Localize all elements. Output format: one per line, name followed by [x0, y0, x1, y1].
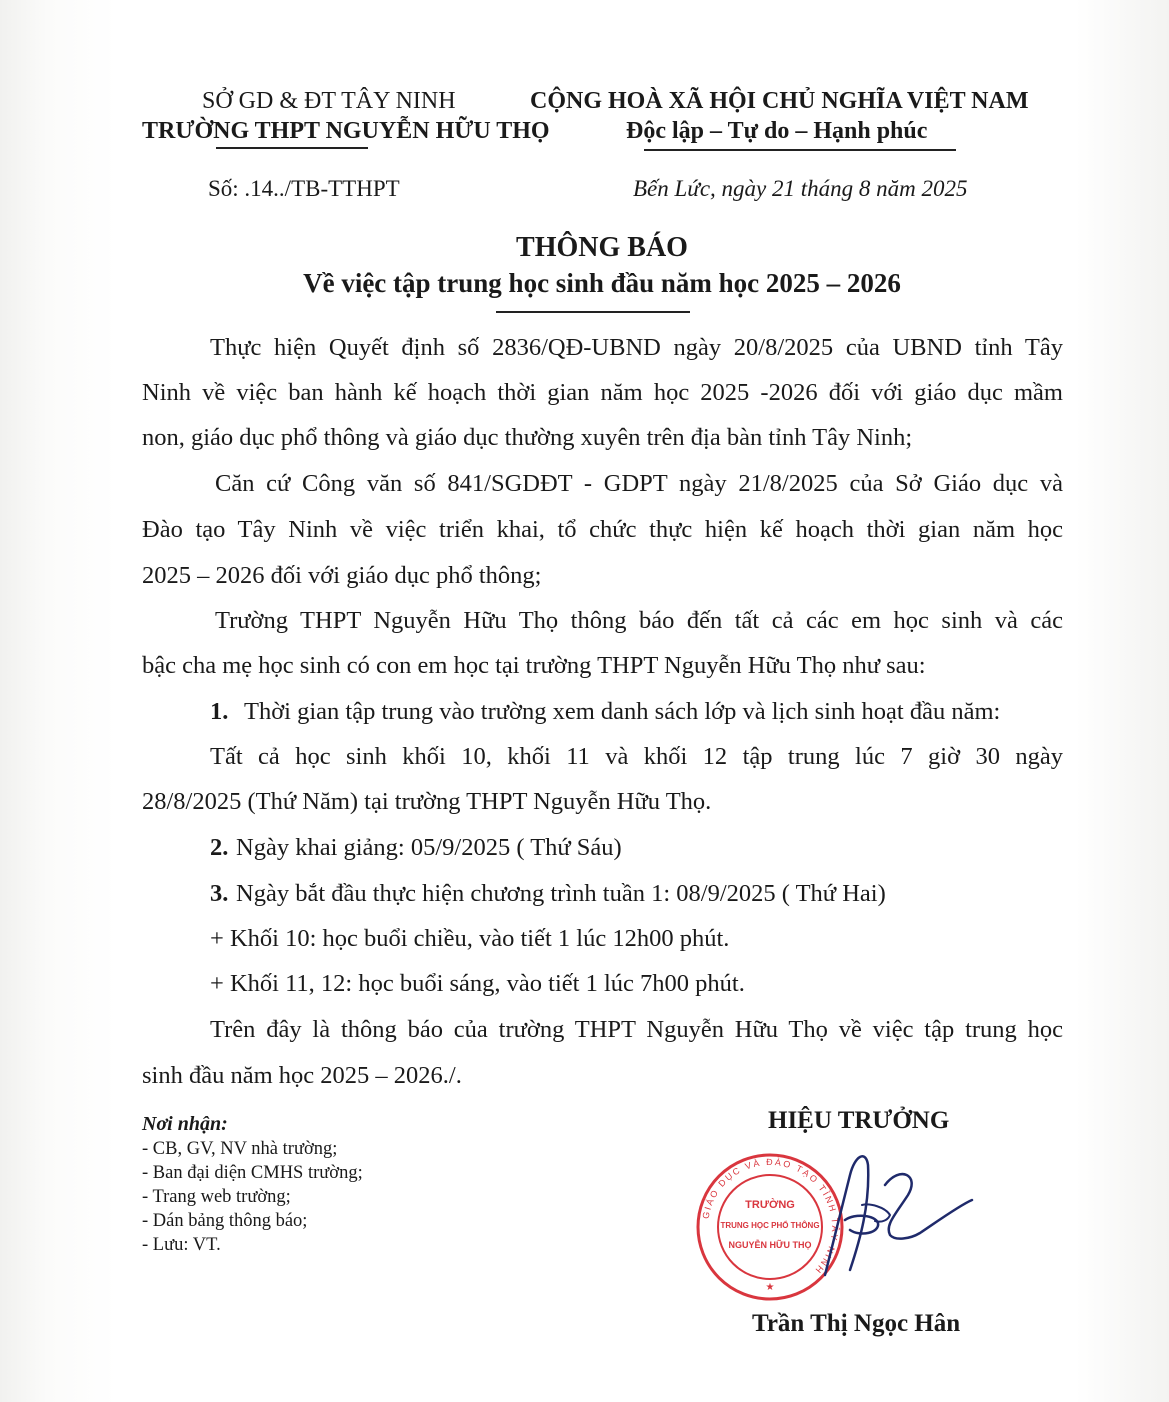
school-name: TRƯỜNG THPT NGUYỄN HỮU THỌ — [142, 118, 550, 144]
item-3-text: Ngày bắt đầu thực hiện chương trình tuần 1: 08/9/2025 ( Thứ Hai) — [236, 880, 886, 907]
item-1-number: 1. — [210, 698, 229, 725]
paragraph-3-line-1: Trường THPT Nguyễn Hữu Thọ thông báo đến tất cả các em học sinh và các — [215, 607, 1063, 634]
stamp-line-3: NGUYỄN HỮU THỌ — [728, 1240, 812, 1250]
closing-line-1: Trên đây là thông báo của trường THPT Nguyễn Hữu Thọ về việc tập trung học — [210, 1016, 1063, 1043]
document-title: THÔNG BÁO — [516, 232, 688, 263]
recipient-item: - Ban đại diện CMHS trường; — [142, 1163, 363, 1183]
national-motto: Độc lập – Tự do – Hạnh phúc — [626, 118, 928, 144]
recipients-heading: Nơi nhận: — [142, 1113, 228, 1135]
document-number: Số: .14../TB-TTHPT — [208, 176, 400, 201]
item-1-text: Thời gian tập trung vào trường xem danh sách lớp và lịch sinh hoạt đầu năm: — [244, 698, 1001, 725]
item-2-text: Ngày khai giảng: 05/9/2025 ( Thứ Sáu) — [236, 834, 622, 861]
signer-role: HIỆU TRƯỞNG — [768, 1107, 950, 1134]
svg-text:★: ★ — [765, 1282, 775, 1293]
paragraph-1-line-1: Thực hiện Quyết định số 2836/QĐ-UBND ngày 20/8/2025 của UBND tỉnh Tây — [210, 334, 1063, 361]
motto-underline — [644, 149, 956, 151]
recipient-item: - Dán bảng thông báo; — [142, 1211, 308, 1231]
stamp-ring-text: GIÁO DỤC VÀ ĐÀO TẠO TỈNH TÂY NINH — [700, 1156, 841, 1277]
paragraph-3-line-2: bậc cha mẹ học sinh có con em học tại trường THPT Nguyễn Hữu Thọ như sau: — [142, 652, 926, 679]
recipient-item: - Lưu: VT. — [142, 1235, 221, 1255]
paragraph-2-line-3: 2025 – 2026 đối với giáo dục phổ thông; — [142, 562, 542, 589]
recipient-item: - Trang web trường; — [142, 1187, 291, 1207]
signer-name: Trần Thị Ngọc Hân — [752, 1310, 961, 1337]
stamp-line-2: TRUNG HỌC PHỔ THÔNG — [720, 1221, 820, 1230]
closing-line-2: sinh đầu năm học 2025 – 2026./. — [142, 1062, 462, 1089]
item-1-detail-line-1: Tất cả học sinh khối 10, khối 11 và khối 12 tập trung lúc 7 giờ 30 ngày — [210, 743, 1063, 770]
recipient-item: - CB, GV, NV nhà trường; — [142, 1139, 338, 1159]
paragraph-2-line-2: Đào tạo Tây Ninh về việc triển khai, tổ chức thực hiện kế hoạch thời gian năm học — [142, 516, 1063, 543]
place-date: Bến Lức, ngày 21 tháng 8 năm 2025 — [633, 176, 968, 201]
title-underline — [496, 311, 690, 313]
paragraph-1-line-3: non, giáo dục phổ thông và giáo dục thường xuyên trên địa bàn tỉnh Tây Ninh; — [142, 424, 913, 451]
country-name: CỘNG HOÀ XÃ HỘI CHỦ NGHĨA VIỆT NAM — [530, 88, 1029, 114]
item-1-detail-line-2: 28/8/2025 (Thứ Năm) tại trường THPT Nguyễn Hữu Thọ. — [142, 788, 712, 815]
handwritten-signature — [790, 1145, 980, 1295]
department-name: SỞ GD & ĐT TÂY NINH — [202, 88, 456, 114]
item-2-number: 2. — [210, 834, 229, 861]
paragraph-2-line-1: Căn cứ Công văn số 841/SGDĐT - GDPT ngày 21/8/2025 của Sở Giáo dục và — [215, 470, 1063, 497]
item-3-sub-2: + Khối 11, 12: học buổi sáng, vào tiết 1 lúc 7h00 phút. — [210, 970, 745, 997]
school-name-underline — [216, 147, 368, 149]
stamp-line-1: TRƯỜNG — [745, 1199, 795, 1211]
paragraph-1-line-2: Ninh về việc ban hành kế hoạch thời gian năm học 2025 -2026 đối với giáo dục mầm — [142, 379, 1063, 406]
document-subtitle: Về việc tập trung học sinh đầu năm học 2025 – 2026 — [303, 268, 901, 298]
item-3-number: 3. — [210, 880, 229, 907]
item-3-sub-1: + Khối 10: học buổi chiều, vào tiết 1 lúc 12h00 phút. — [210, 925, 730, 952]
